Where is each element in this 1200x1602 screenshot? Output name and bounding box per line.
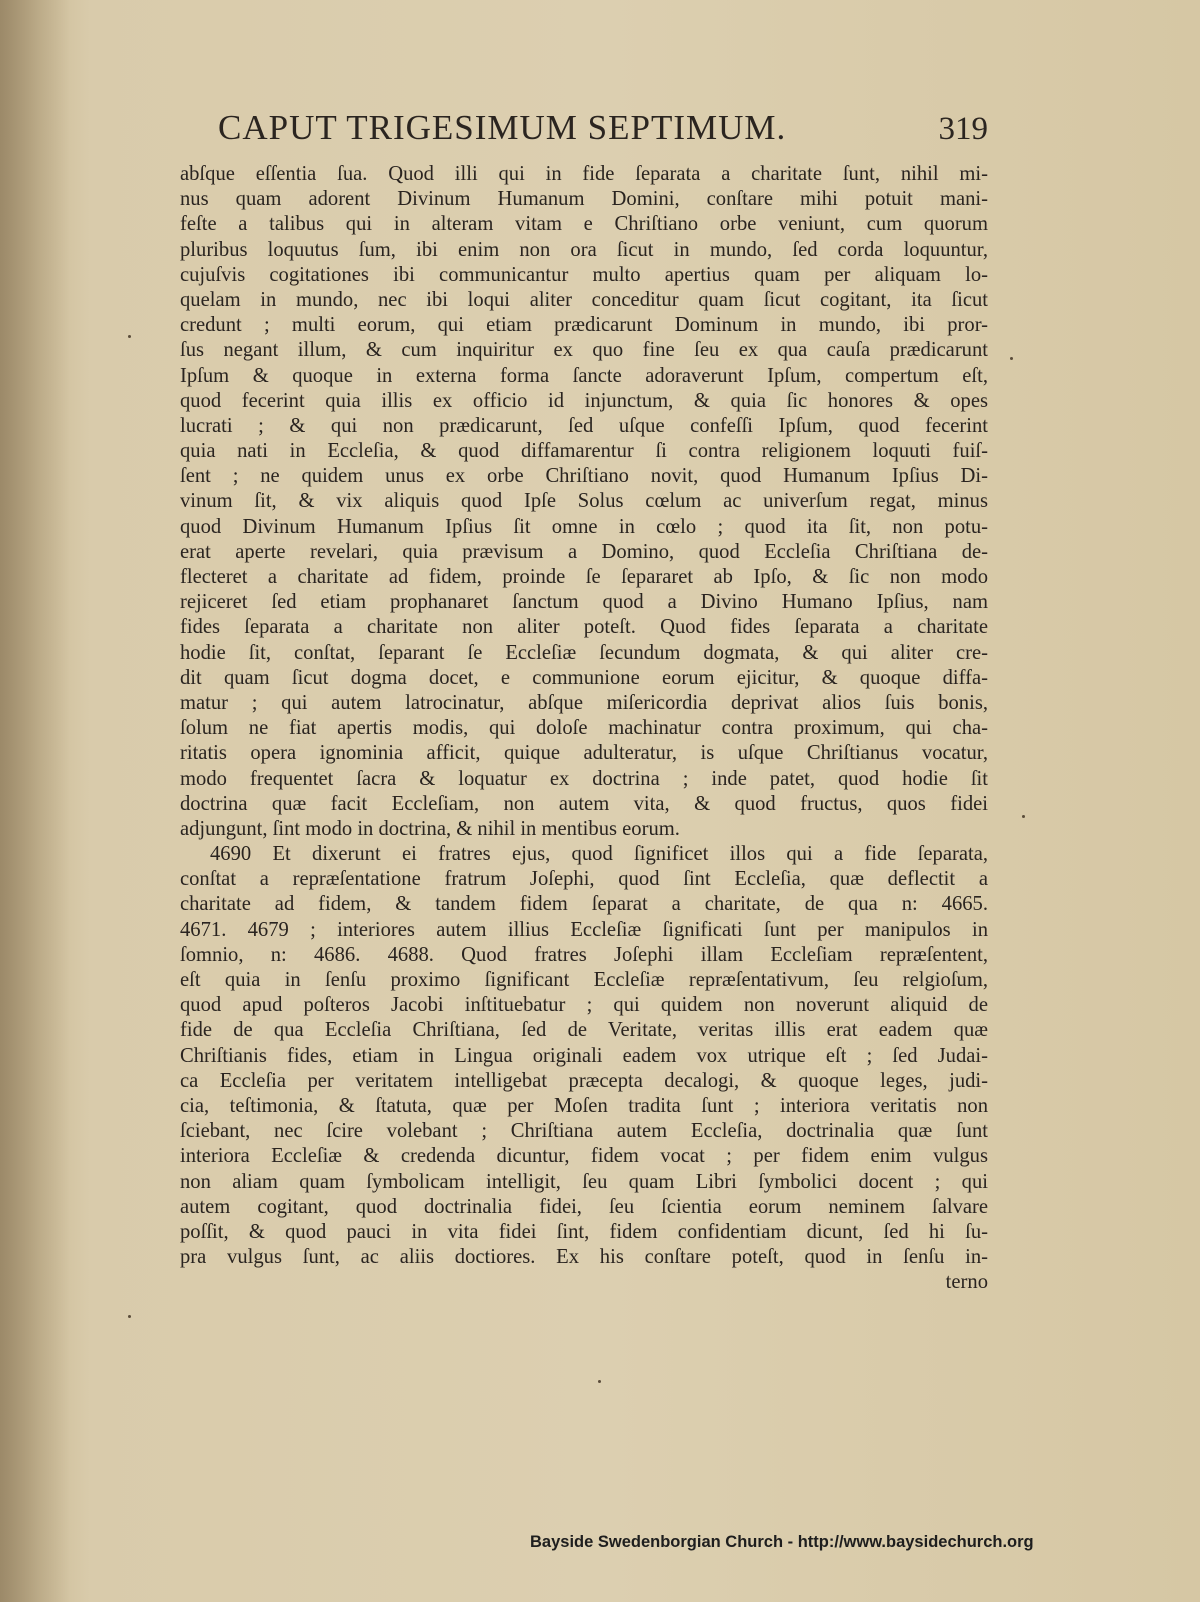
text-line: quod Divinum Humanum Ipſius ſit omne in cœlo ; quod ita ſit, non potu- bbox=[180, 515, 988, 538]
text-line: terno bbox=[945, 1271, 988, 1294]
text-line: modo frequentet ſacra & loquatur ex doctrina ; inde patet, quod hodie ſit bbox=[180, 767, 988, 790]
text-line: erat aperte revelari, quia prævisum a Domino, quod Eccleſia Chriſtiana de- bbox=[180, 540, 988, 563]
text-line: fides ſeparata a charitate non aliter poteſt. Quod fides ſeparata a charitate bbox=[180, 616, 988, 639]
text-line: pra vulgus ſunt, ac aliis doctiores. Ex his conſtare poteſt, quod in ſenſu in- bbox=[180, 1246, 988, 1269]
text-line: quelam in mundo, nec ibi loqui aliter conceditur quam ſicut cogitant, ita ſicut bbox=[180, 288, 988, 311]
text-line: conſtat a repræſentatione fratrum Joſephi, quod ſint Eccleſia, quæ deflectit a bbox=[180, 868, 988, 891]
chapter-title: CAPUT TRIGESIMUM SEPTIMUM. bbox=[218, 108, 787, 147]
text-line: 4671. 4679 ; interiores autem illius Eccleſiæ ſignificati ſunt per manipulos in bbox=[180, 918, 988, 941]
text-line: quod fecerint quia illis ex officio id injunctum, & quia ſic honores & opes bbox=[180, 389, 988, 412]
text-line: interiora Eccleſiæ & credenda dicuntur, fidem vocat ; per fidem enim vulgus bbox=[180, 1145, 988, 1168]
text-line: doctrina quæ facit Eccleſiam, non autem vita, & quod fructus, quos fidei bbox=[180, 792, 988, 815]
text-line: credunt ; multi eorum, qui etiam prædicarunt Dominum in mundo, ibi pror- bbox=[180, 314, 988, 337]
page-gutter-shadow bbox=[0, 0, 70, 1602]
text-line: 4690 Et dixerunt ei fratres ejus, quod ſignificet illos qui a fide ſeparata, bbox=[210, 843, 988, 866]
paper-speck bbox=[1022, 815, 1025, 818]
text-line: vinum ſit, & vix aliquis quod Ipſe Solus cœlum ac univerſum regat, minus bbox=[180, 490, 988, 513]
text-line: eſt quia in ſenſu proximo ſignificant Eccleſiæ repræſentativum, ſeu relgioſum, bbox=[180, 969, 988, 991]
paper-speck bbox=[128, 335, 131, 338]
text-line: poſſit, & quod pauci in vita fidei ſint, fidem confidentiam dicunt, ſed hi ſu- bbox=[180, 1220, 988, 1243]
text-line: matur ; qui autem latrocinatur, abſque miſericordia deprivat alios ſuis bonis, bbox=[180, 691, 988, 714]
text-line: non aliam quam ſymbolicam intelligit, ſeu quam Libri ſymbolici docent ; qui bbox=[180, 1170, 988, 1193]
running-header bbox=[218, 108, 988, 158]
text-line: cia, teſtimonia, & ſtatuta, quæ per Moſen tradita ſunt ; interiora veritatis non bbox=[180, 1094, 988, 1117]
text-line: charitate ad fidem, & tandem fidem ſeparat a charitate, de qua n: 4665. bbox=[180, 893, 988, 916]
page-number: 319 bbox=[938, 111, 988, 147]
text-line: lucrati ; & qui non prædicarunt, ſed uſque confeſſi Ipſum, quod fecerint bbox=[180, 414, 988, 437]
text-line: hodie ſit, conſtat, ſeparant ſe Eccleſiæ ſecundum dogmata, & qui aliter cre- bbox=[180, 641, 988, 664]
text-line: feſte a talibus qui in alteram vitam e Chriſtiano orbe veniunt, cum quorum bbox=[180, 213, 988, 236]
paper-speck bbox=[128, 1315, 131, 1318]
text-line: flecteret a charitate ad fidem, proinde ſe ſepararet ab Ipſo, & ſic non modo bbox=[180, 566, 988, 588]
text-line: ca Eccleſia per veritatem intelligebat præcepta decalogi, & quoque leges, judi- bbox=[180, 1069, 988, 1092]
text-line: quod apud poſteros Jacobi inſtituebatur ; qui quidem non noverunt aliquid de bbox=[180, 994, 988, 1017]
body-text bbox=[180, 162, 988, 1295]
text-line: cujuſvis cogitationes ibi communicantur multo apertius quam per aliquam lo- bbox=[180, 263, 988, 286]
text-line: Chriſtianis fides, etiam in Lingua originali eadem vox utrique eſt ; ſed Judai- bbox=[180, 1044, 988, 1067]
text-line: ſolum ne fiat apertis modis, qui doloſe machinatur contra proximum, qui cha- bbox=[180, 717, 988, 740]
footer-credit: Bayside Swedenborgian Church - http://www.baysidechurch.org bbox=[530, 1533, 1034, 1551]
text-line: pluribus loquutus ſum, ibi enim non ora ſicut in mundo, ſed corda loquuntur, bbox=[180, 238, 988, 261]
text-line: dit quam ſicut dogma docet, e communione eorum ejicitur, & quoque diffa- bbox=[180, 666, 988, 689]
paper-speck bbox=[598, 1380, 601, 1383]
text-line: ſciebant, nec ſcire volebant ; Chriſtiana autem Eccleſia, doctrinalia quæ ſunt bbox=[180, 1120, 988, 1143]
paper-speck bbox=[1010, 357, 1013, 360]
text-line: ritatis opera ignominia afficit, quique adulteratur, is uſque Chriſtianus vocatur, bbox=[180, 742, 988, 765]
text-line: quia nati in Eccleſia, & quod diffamarentur ſi contra religionem loquuti fuiſ- bbox=[180, 440, 988, 463]
text-line: nus quam adorent Divinum Humanum Domini, conſtare mihi potuit mani- bbox=[180, 188, 988, 211]
text-line: ſus negant illum, & cum inquiritur ex quo fine ſeu ex qua cauſa prædicarunt bbox=[180, 339, 988, 362]
text-line: ſent ; ne quidem unus ex orbe Chriſtiano novit, quod Humanum Ipſius Di- bbox=[180, 465, 988, 488]
text-line: abſque eſſentia ſua. Quod illi qui in fide ſeparata a charitate ſunt, nihil mi- bbox=[180, 163, 988, 185]
text-line: fide de qua Eccleſia Chriſtiana, ſed de Veritate, veritas illis erat eadem quæ bbox=[180, 1019, 988, 1042]
text-line: autem cogitant, quod doctrinalia fidei, ſeu ſcientia eorum neminem ſalvare bbox=[180, 1195, 988, 1218]
text-line: adjungunt, ſint modo in doctrina, & nihil in mentibus eorum. bbox=[180, 817, 680, 840]
text-line: ſomnio, n: 4686. 4688. Quod fratres Joſephi illam Eccleſiam repræſentent, bbox=[180, 943, 988, 966]
text-line: rejiceret ſed etiam prophanaret ſanctum quod a Divino Humano Ipſius, nam bbox=[180, 591, 988, 614]
text-line: Ipſum & quoque in externa forma ſancte adoraverunt Ipſum, compertum eſt, bbox=[180, 364, 988, 387]
